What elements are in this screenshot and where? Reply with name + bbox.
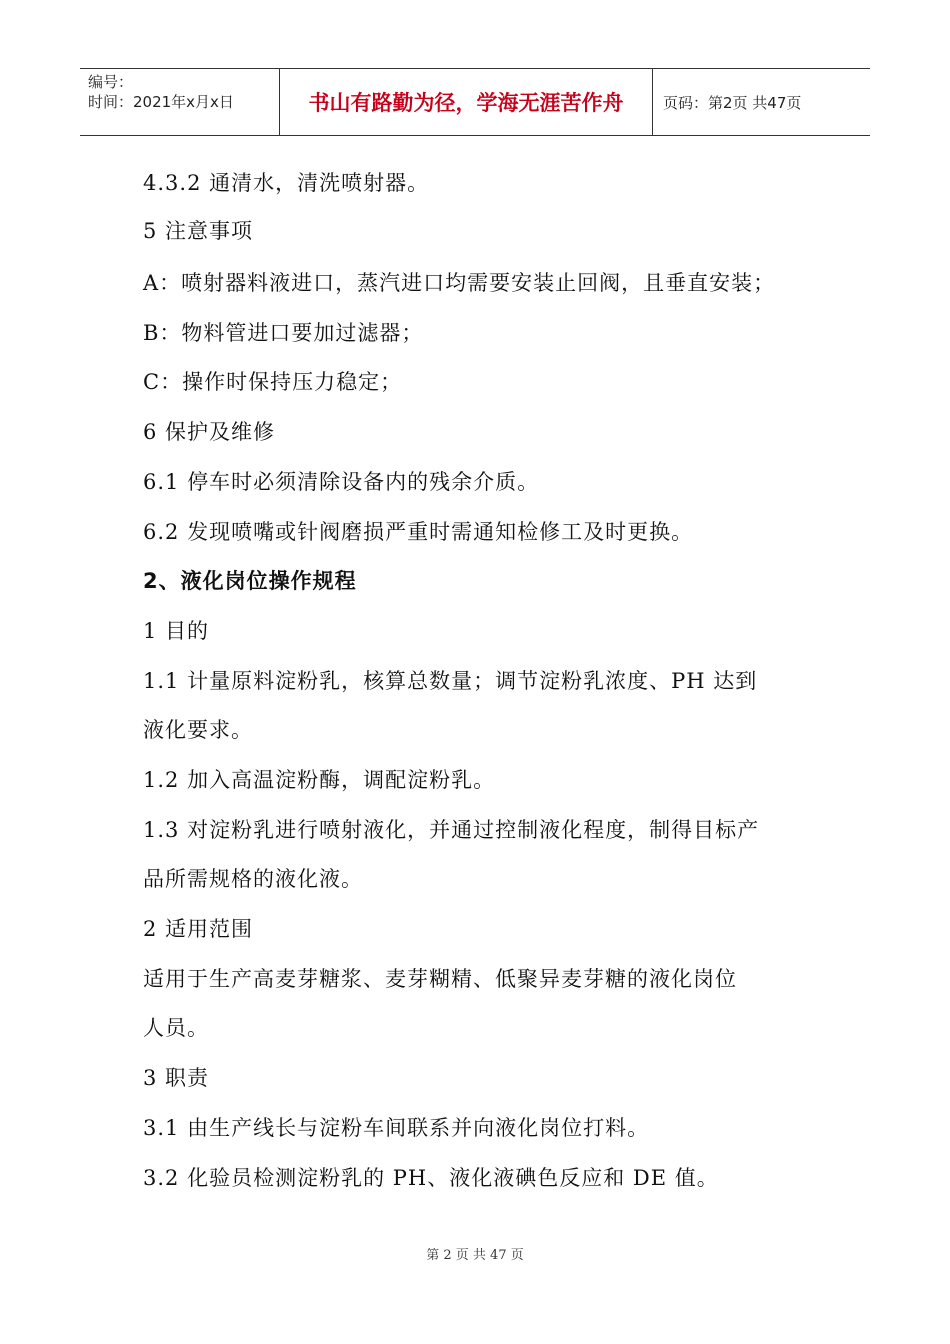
paragraph: 6.2 发现喷嘴或针阀磨损严重时需通知检修工及时更换。	[143, 520, 694, 544]
section-heading: 2 适用范围	[143, 917, 254, 941]
section-heading: 1 目的	[143, 619, 210, 643]
paragraph: 3.2 化验员检测淀粉乳的 PH、液化液碘色反应和 DE 值。	[143, 1166, 719, 1190]
paragraph: B：物料管进口要加过滤器；	[143, 321, 424, 345]
header-meta-cell	[80, 69, 280, 135]
serial-label: 编号：	[88, 73, 134, 91]
paragraph: C：操作时保持压力稳定；	[143, 370, 403, 394]
motto-text: 书山有路勤为径，学海无涯苦作舟	[308, 91, 624, 115]
header-page-cell	[653, 69, 870, 135]
section-heading: 5 注意事项	[143, 219, 254, 243]
page-info: 页码：第2页 共47页	[663, 93, 802, 112]
header-motto-cell	[280, 69, 653, 135]
page-footer: 第 2 页 共 47 页	[426, 1248, 524, 1263]
paragraph: 品所需规格的液化液。	[143, 867, 363, 891]
paragraph: 6.1 停车时必须清除设备内的残余介质。	[143, 470, 540, 494]
paragraph: 适用于生产高麦芽糖浆、麦芽糊精、低聚异麦芽糖的液化岗位	[143, 967, 737, 991]
chapter-heading: 2、液化岗位操作规程	[143, 569, 357, 593]
paragraph: 人员。	[143, 1016, 209, 1040]
paragraph: 1.3 对淀粉乳进行喷射液化，并通过控制液化程度，制得目标产	[143, 818, 760, 842]
paragraph: 液化要求。	[143, 718, 253, 742]
section-heading: 3 职责	[143, 1066, 210, 1090]
paragraph: 4.3.2 通清水，清洗喷射器。	[143, 171, 430, 195]
paragraph: 1.1 计量原料淀粉乳，核算总数量；调节淀粉乳浓度、PH 达到	[143, 669, 758, 693]
page-header	[80, 68, 870, 136]
paragraph: 1.2 加入高温淀粉酶，调配淀粉乳。	[143, 768, 496, 792]
date-label: 时间：2021年x月x日	[88, 93, 234, 111]
paragraph: 3.1 由生产线长与淀粉车间联系并向液化岗位打料。	[143, 1116, 650, 1140]
section-heading: 6 保护及维修	[143, 420, 276, 444]
paragraph: A：喷射器料液进口，蒸汽进口均需要安装止回阀，且垂直安装；	[143, 271, 776, 295]
